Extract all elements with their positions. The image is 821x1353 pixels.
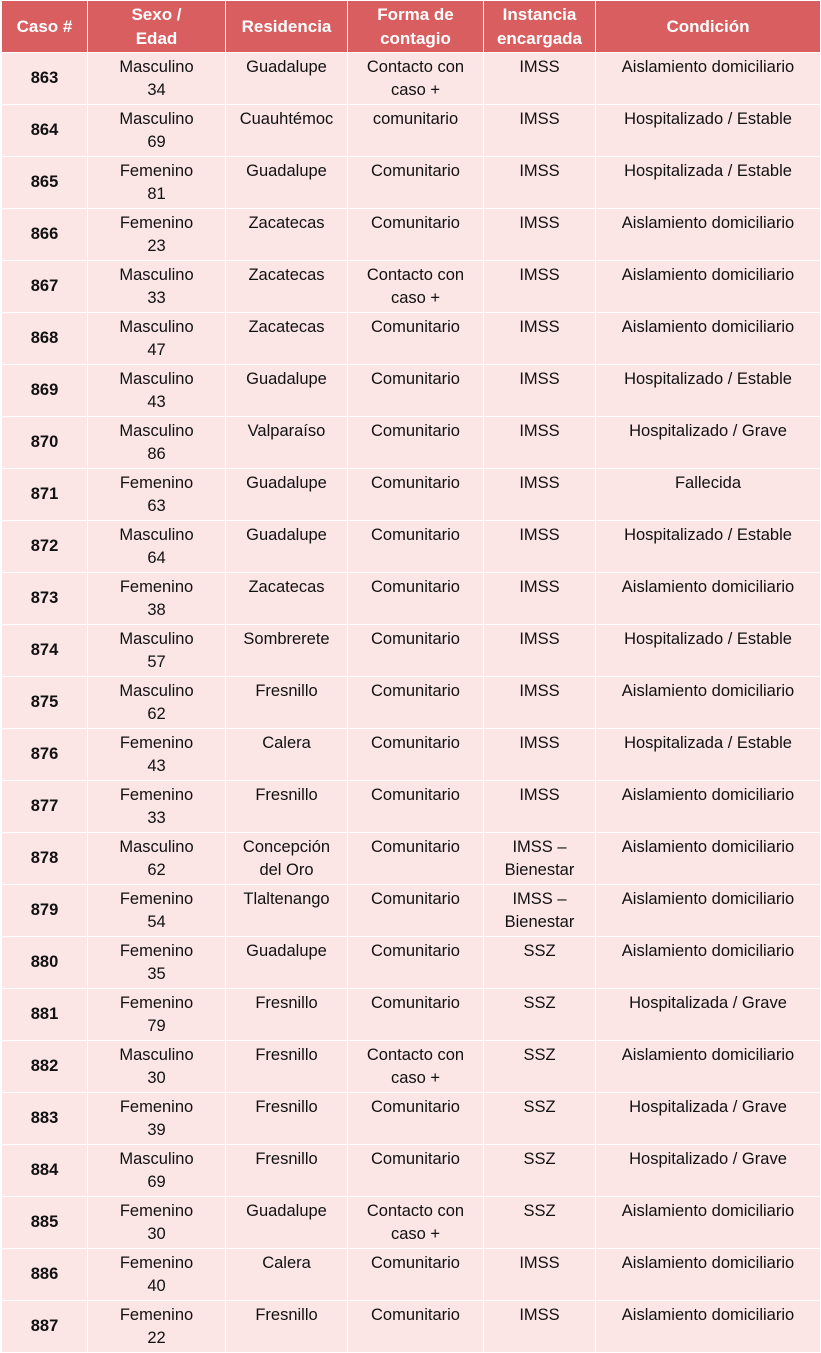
cell-sexo-edad: Masculino 64 [88, 521, 226, 573]
cell-residencia: Cuauhtémoc [226, 105, 348, 157]
cell-residencia: Fresnillo [226, 1041, 348, 1093]
cell-instancia: IMSS [484, 781, 596, 833]
cell-sexo-edad: Femenino 43 [88, 729, 226, 781]
cell-caso: 883 [2, 1093, 88, 1145]
cell-residencia: Fresnillo [226, 1093, 348, 1145]
header-condicion: Condición [596, 1, 821, 53]
table-row [2, 1197, 821, 1249]
cell-instancia: IMSS [484, 1249, 596, 1301]
cell-condicion: Hospitalizada / Grave [596, 989, 821, 1041]
cell-residencia: Fresnillo [226, 677, 348, 729]
cell-sexo-edad: Femenino 22 [88, 1301, 226, 1353]
cell-instancia: IMSS [484, 521, 596, 573]
table-row [2, 833, 821, 885]
cell-sexo-edad: Femenino 63 [88, 469, 226, 521]
header-row [2, 1, 821, 53]
cell-sexo-edad: Masculino 30 [88, 1041, 226, 1093]
cell-condicion: Aislamiento domiciliario [596, 1197, 821, 1249]
cell-residencia: Zacatecas [226, 209, 348, 261]
header-forma-contagio: Forma de contagio [348, 1, 484, 53]
cell-condicion: Aislamiento domiciliario [596, 53, 821, 105]
cell-forma-contagio: Contacto con caso + [348, 53, 484, 105]
cell-forma-contagio: Comunitario [348, 989, 484, 1041]
table-body [2, 53, 821, 1353]
cell-instancia: SSZ [484, 1145, 596, 1197]
cell-condicion: Aislamiento domiciliario [596, 209, 821, 261]
cell-condicion: Aislamiento domiciliario [596, 833, 821, 885]
cell-caso: 882 [2, 1041, 88, 1093]
cell-forma-contagio: Comunitario [348, 677, 484, 729]
cell-condicion: Hospitalizado / Estable [596, 365, 821, 417]
table-row [2, 1145, 821, 1197]
cell-caso: 866 [2, 209, 88, 261]
cell-caso: 864 [2, 105, 88, 157]
cell-residencia: Fresnillo [226, 989, 348, 1041]
cell-residencia: Guadalupe [226, 1197, 348, 1249]
cell-instancia: SSZ [484, 989, 596, 1041]
table-row [2, 209, 821, 261]
cell-forma-contagio: Comunitario [348, 157, 484, 209]
cell-sexo-edad: Masculino 47 [88, 313, 226, 365]
cell-residencia: Zacatecas [226, 313, 348, 365]
table-row [2, 521, 821, 573]
table-row [2, 469, 821, 521]
cell-condicion: Hospitalizado / Estable [596, 521, 821, 573]
table-row [2, 937, 821, 989]
cell-residencia: Zacatecas [226, 573, 348, 625]
cell-condicion: Aislamiento domiciliario [596, 1041, 821, 1093]
cell-residencia: Guadalupe [226, 53, 348, 105]
cell-forma-contagio: Comunitario [348, 729, 484, 781]
cell-instancia: IMSS [484, 677, 596, 729]
cell-sexo-edad: Femenino 81 [88, 157, 226, 209]
cell-condicion: Hospitalizada / Grave [596, 1093, 821, 1145]
cell-caso: 865 [2, 157, 88, 209]
cell-residencia: Fresnillo [226, 781, 348, 833]
cell-forma-contagio: Comunitario [348, 1301, 484, 1353]
cell-instancia: IMSS [484, 625, 596, 677]
table-row [2, 105, 821, 157]
table-row [2, 677, 821, 729]
cell-forma-contagio: Comunitario [348, 209, 484, 261]
cases-table [1, 0, 821, 1353]
cell-sexo-edad: Masculino 62 [88, 677, 226, 729]
header-caso: Caso # [2, 1, 88, 53]
cell-caso: 887 [2, 1301, 88, 1353]
cell-forma-contagio: Comunitario [348, 1249, 484, 1301]
cell-condicion: Fallecida [596, 469, 821, 521]
table-row [2, 1093, 821, 1145]
cell-condicion: Hospitalizado / Grave [596, 417, 821, 469]
cell-forma-contagio: Contacto con caso + [348, 1197, 484, 1249]
cell-caso: 870 [2, 417, 88, 469]
cell-instancia: IMSS [484, 469, 596, 521]
cell-caso: 881 [2, 989, 88, 1041]
cell-sexo-edad: Femenino 39 [88, 1093, 226, 1145]
cell-condicion: Hospitalizada / Estable [596, 729, 821, 781]
cell-sexo-edad: Masculino 57 [88, 625, 226, 677]
cell-residencia: Calera [226, 1249, 348, 1301]
cell-instancia: SSZ [484, 937, 596, 989]
cell-instancia: IMSS [484, 313, 596, 365]
cell-condicion: Hospitalizada / Estable [596, 157, 821, 209]
cell-caso: 873 [2, 573, 88, 625]
cell-condicion: Hospitalizado / Estable [596, 105, 821, 157]
cell-sexo-edad: Femenino 54 [88, 885, 226, 937]
cell-forma-contagio: Comunitario [348, 1093, 484, 1145]
header-residencia: Residencia [226, 1, 348, 53]
header-sexo-edad: Sexo / Edad [88, 1, 226, 53]
table-row [2, 885, 821, 937]
cell-caso: 871 [2, 469, 88, 521]
cell-sexo-edad: Masculino 69 [88, 105, 226, 157]
cell-instancia: IMSS [484, 365, 596, 417]
table-row [2, 1249, 821, 1301]
cell-caso: 877 [2, 781, 88, 833]
table-row [2, 625, 821, 677]
cell-condicion: Aislamiento domiciliario [596, 885, 821, 937]
cell-sexo-edad: Masculino 69 [88, 1145, 226, 1197]
cell-instancia: IMSS [484, 53, 596, 105]
cell-caso: 885 [2, 1197, 88, 1249]
cell-sexo-edad: Masculino 86 [88, 417, 226, 469]
cell-instancia: IMSS [484, 1301, 596, 1353]
cell-condicion: Aislamiento domiciliario [596, 573, 821, 625]
cell-sexo-edad: Masculino 62 [88, 833, 226, 885]
cell-residencia: Zacatecas [226, 261, 348, 313]
cell-caso: 867 [2, 261, 88, 313]
cell-sexo-edad: Masculino 33 [88, 261, 226, 313]
cell-residencia: Guadalupe [226, 157, 348, 209]
table-row [2, 1301, 821, 1353]
cell-residencia: Fresnillo [226, 1301, 348, 1353]
cell-instancia: IMSS – Bienestar [484, 885, 596, 937]
cell-forma-contagio: Comunitario [348, 781, 484, 833]
cell-forma-contagio: Comunitario [348, 573, 484, 625]
cell-caso: 884 [2, 1145, 88, 1197]
header-instancia: Instancia encargada [484, 1, 596, 53]
cell-forma-contagio: Comunitario [348, 313, 484, 365]
table-row [2, 729, 821, 781]
cell-condicion: Aislamiento domiciliario [596, 1301, 821, 1353]
cell-sexo-edad: Masculino 34 [88, 53, 226, 105]
cell-instancia: SSZ [484, 1093, 596, 1145]
table-row [2, 989, 821, 1041]
cell-instancia: IMSS [484, 261, 596, 313]
cell-residencia: Concepción del Oro [226, 833, 348, 885]
cell-instancia: IMSS – Bienestar [484, 833, 596, 885]
cell-sexo-edad: Femenino 38 [88, 573, 226, 625]
cell-forma-contagio: comunitario [348, 105, 484, 157]
cell-sexo-edad: Femenino 33 [88, 781, 226, 833]
cell-residencia: Guadalupe [226, 365, 348, 417]
cell-caso: 872 [2, 521, 88, 573]
cell-instancia: IMSS [484, 209, 596, 261]
table-row [2, 53, 821, 105]
cell-condicion: Aislamiento domiciliario [596, 937, 821, 989]
cell-residencia: Valparaíso [226, 417, 348, 469]
cell-instancia: IMSS [484, 573, 596, 625]
cell-instancia: SSZ [484, 1041, 596, 1093]
cell-condicion: Aislamiento domiciliario [596, 677, 821, 729]
cell-caso: 874 [2, 625, 88, 677]
cell-condicion: Hospitalizado / Estable [596, 625, 821, 677]
cell-forma-contagio: Comunitario [348, 365, 484, 417]
cell-forma-contagio: Comunitario [348, 885, 484, 937]
cell-caso: 878 [2, 833, 88, 885]
cell-residencia: Guadalupe [226, 469, 348, 521]
cell-instancia: IMSS [484, 157, 596, 209]
table-row [2, 781, 821, 833]
cell-sexo-edad: Femenino 35 [88, 937, 226, 989]
cell-condicion: Aislamiento domiciliario [596, 313, 821, 365]
cell-condicion: Aislamiento domiciliario [596, 1249, 821, 1301]
cell-forma-contagio: Contacto con caso + [348, 261, 484, 313]
cell-residencia: Calera [226, 729, 348, 781]
cell-sexo-edad: Femenino 40 [88, 1249, 226, 1301]
cell-sexo-edad: Femenino 79 [88, 989, 226, 1041]
cell-forma-contagio: Comunitario [348, 937, 484, 989]
cell-residencia: Sombrerete [226, 625, 348, 677]
table-row [2, 157, 821, 209]
cell-condicion: Hospitalizado / Grave [596, 1145, 821, 1197]
cell-forma-contagio: Comunitario [348, 833, 484, 885]
cell-caso: 880 [2, 937, 88, 989]
cell-instancia: IMSS [484, 729, 596, 781]
cell-forma-contagio: Comunitario [348, 521, 484, 573]
table-header [2, 1, 821, 53]
cell-residencia: Guadalupe [226, 521, 348, 573]
table-row [2, 417, 821, 469]
cell-caso: 868 [2, 313, 88, 365]
table-row [2, 1041, 821, 1093]
cell-caso: 869 [2, 365, 88, 417]
cell-sexo-edad: Masculino 43 [88, 365, 226, 417]
cell-residencia: Guadalupe [226, 937, 348, 989]
cell-forma-contagio: Comunitario [348, 625, 484, 677]
cell-caso: 875 [2, 677, 88, 729]
cell-residencia: Fresnillo [226, 1145, 348, 1197]
cell-instancia: IMSS [484, 105, 596, 157]
cell-instancia: IMSS [484, 417, 596, 469]
cell-residencia: Tlaltenango [226, 885, 348, 937]
table-row [2, 365, 821, 417]
table-row [2, 313, 821, 365]
table-row [2, 573, 821, 625]
cell-instancia: SSZ [484, 1197, 596, 1249]
cell-forma-contagio: Comunitario [348, 417, 484, 469]
cell-condicion: Aislamiento domiciliario [596, 261, 821, 313]
cell-caso: 879 [2, 885, 88, 937]
cell-caso: 886 [2, 1249, 88, 1301]
cell-caso: 876 [2, 729, 88, 781]
table-row [2, 261, 821, 313]
cell-forma-contagio: Contacto con caso + [348, 1041, 484, 1093]
cell-condicion: Aislamiento domiciliario [596, 781, 821, 833]
cell-forma-contagio: Comunitario [348, 469, 484, 521]
cell-sexo-edad: Femenino 30 [88, 1197, 226, 1249]
cell-sexo-edad: Femenino 23 [88, 209, 226, 261]
cell-forma-contagio: Comunitario [348, 1145, 484, 1197]
cell-caso: 863 [2, 53, 88, 105]
